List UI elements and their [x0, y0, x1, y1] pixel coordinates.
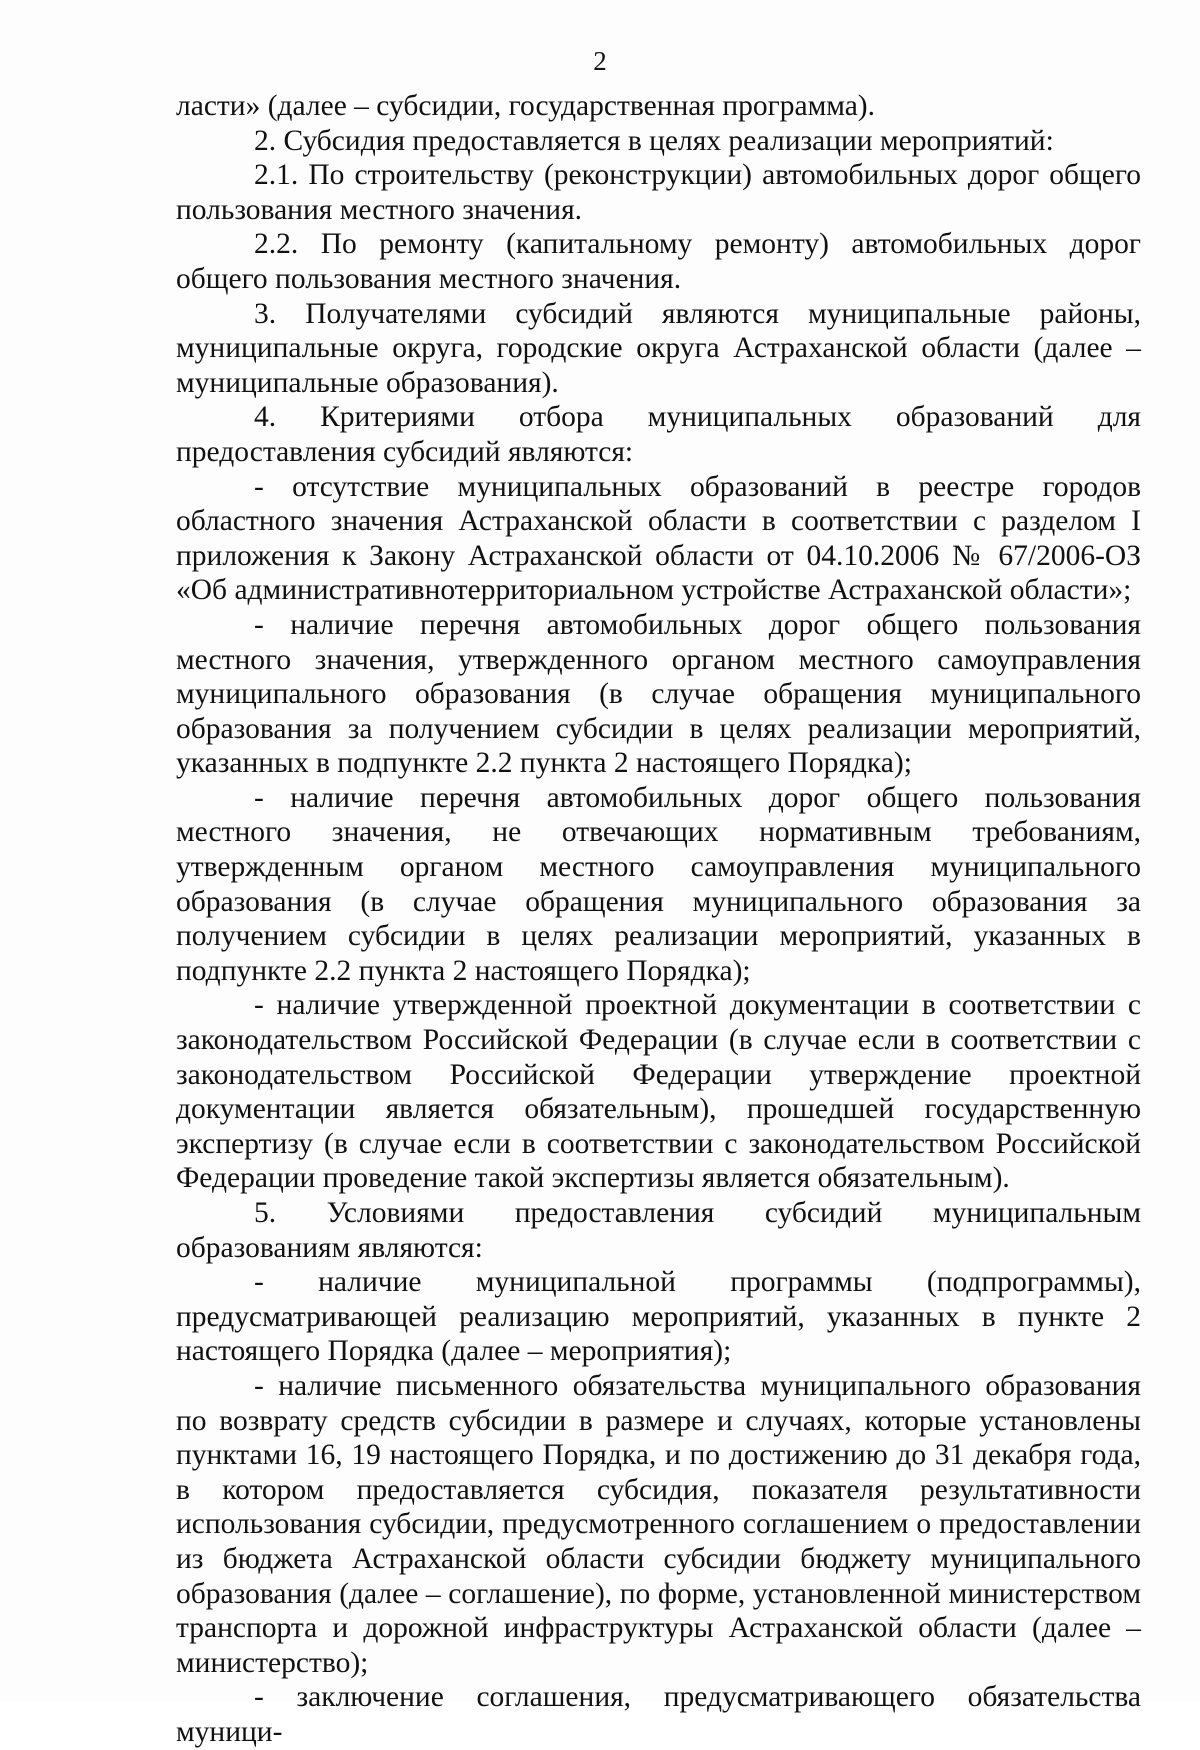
- condition-bullet-agreement: - заключение соглашения, предусматривающего обязательства муници-: [176, 1681, 1141, 1748]
- criteria-bullet-road-list: - наличие перечня автомобильных дорог общего пользования местного значения, утвержденного органом местного самоуправления муниципального образования (в случае обращения муниципального образования за получением субсидии в целях реализации мероприятий, указанных в подпункте 2.2 пункта 2 настоящего Порядка);: [176, 608, 1141, 780]
- paragraph-item-2: 2. Субсидия предоставляется в целях реализации мероприятий:: [254, 124, 1054, 157]
- condition-bullet-written-obligation: - наличие письменного обязательства муниципального образования по возврату средств субсидии в размере и случаях, которые установлены пунктами 16, 19 настоящего Порядка, и по достижению до 31 декабря года, в котором предоставляется субсидия, показателя результативности использования субсидии, предусмотренного соглашением о предоставлении из бюджета Астраханской области субсидии бюджету муниципального образования (далее – соглашение), по форме, установленной министерством транспорта и дорожной инфраструктуры Астраханской области (далее – министерство);: [176, 1369, 1141, 1679]
- paragraph-continuation: ласти» (далее – субсидии, государственная программа).: [176, 90, 875, 122]
- criteria-bullet-registry: - отсутствие муниципальных образований в реестре городов областного значения Астраханской области в соответствии с разделом I приложения к Закону Астраханской области от 04.10.2006 № 67/2006-ОЗ «Об административнотерриториальном устройстве Астраханской области»;: [176, 470, 1141, 607]
- paragraph-item-5: 5. Условиями предоставления субсидий муниципальным образованиям являются:: [176, 1197, 1141, 1264]
- document-body: [176, 89, 1141, 1750]
- page-number: 2: [593, 46, 607, 76]
- paragraph-item-3: 3. Получателями субсидий являются муниципальные районы, муниципальные округа, городские округа Астраханской области (далее – муниципальные образования).: [176, 297, 1141, 399]
- criteria-bullet-nonconforming-roads: - наличие перечня автомобильных дорог общего пользования местного значения, не отвечающих нормативным требованиям, утвержденным органом местного самоуправления муниципального образования (в случае обращения муниципального образования за получением субсидии в целях реализации мероприятий, указанных в подпункте 2.2 пункта 2 настоящего Порядка);: [176, 781, 1141, 987]
- criteria-bullet-project-documentation: - наличие утвержденной проектной документации в соответствии с законодательством Российской Федерации (в случае если в соответствии с законодательством Российской Федерации утверждение проектной документации является обязательным), прошедшей государственную экспертизу (в случае если в соответствии с законодательством Российской Федерации проведение такой экспертизы является обязательным).: [176, 989, 1141, 1195]
- paragraph-item-4: 4. Критериями отбора муниципальных образований для предоставления субсидий являются:: [176, 401, 1141, 468]
- paragraph-item-2-1: 2.1. По строительству (реконструкции) автомобильных дорог общего пользования местного значения.: [176, 159, 1141, 226]
- condition-bullet-municipal-program: - наличие муниципальной программы (подпрограммы), предусматривающей реализацию мероприятий, указанных в пункте 2 настоящего Порядка (далее – мероприятия);: [176, 1266, 1141, 1368]
- paragraph-item-2-2: 2.2. По ремонту (капитальному ремонту) автомобильных дорог общего пользования местного значения.: [176, 228, 1141, 295]
